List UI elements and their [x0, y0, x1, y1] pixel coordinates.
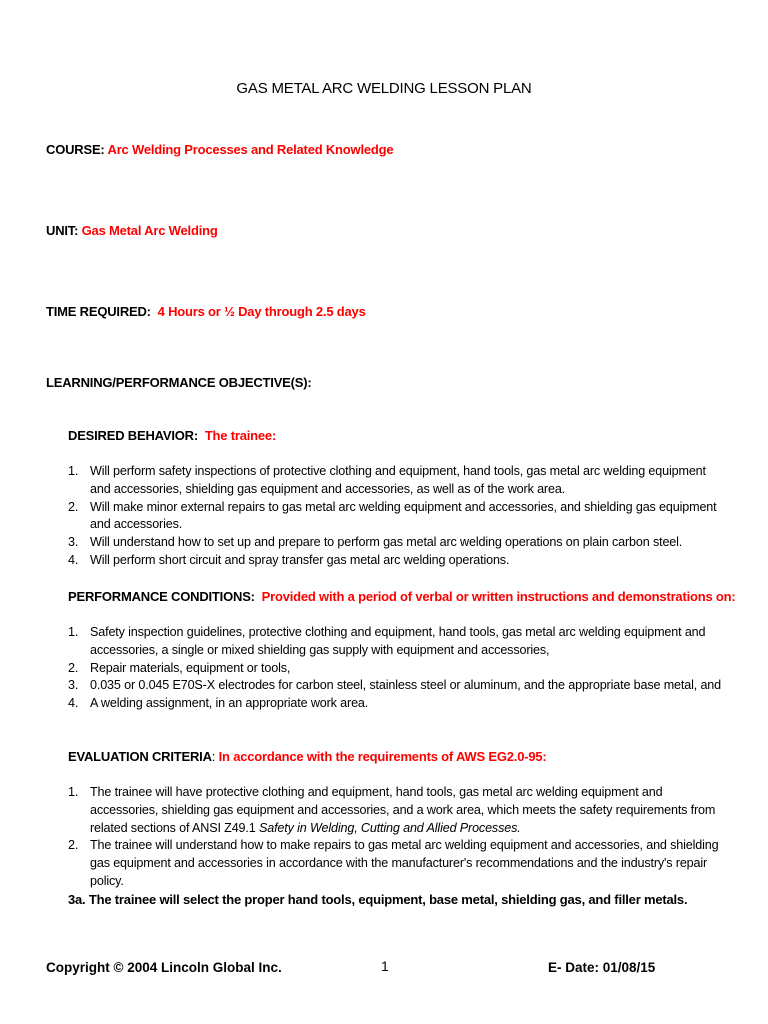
unit-value: Gas Metal Arc Welding: [81, 223, 218, 238]
list-item: 3. Will understand how to set up and prepare to perform gas metal arc welding operations on plain carbon steel.: [68, 535, 683, 550]
list-item: 2. The trainee will understand how to make repairs to gas metal arc welding equipment and accessories, and shielding gas equipment and accessories in accordance with the manufacturer's recommendations and the industry's repair policy.: [68, 838, 719, 888]
list-item: 4. Will perform short circuit and spray transfer gas metal arc welding operations.: [68, 552, 510, 567]
desired-behavior-list: [68, 463, 728, 570]
desired-behavior-label: DESIRED BEHAVIOR:: [68, 428, 198, 443]
evaluation-criteria-list: [68, 784, 728, 891]
performance-conditions-line: [68, 589, 736, 604]
evaluation-criteria-label: EVALUATION CRITERIA: [68, 749, 212, 764]
list-item: 1. Will perform safety inspections of protective clothing and equipment, hand tools, gas metal arc welding equipment and accessories, shielding gas equipment and accessories, as well as of the work area.: [68, 464, 706, 496]
time-value: 4 Hours or ½ Day through 2.5 days: [157, 304, 366, 319]
evaluation-criteria-line: EVALUATION CRITERIA: In accordance with the requirements of AWS EG2.0-95:: [68, 749, 547, 764]
course-label: COURSE:: [46, 142, 105, 157]
copyright-text: Copyright © 2004 Lincoln Global Inc.: [46, 960, 282, 975]
list-item: 2. Repair materials, equipment or tools,: [68, 660, 291, 675]
course-line: [46, 142, 393, 157]
list-item: 4. A welding assignment, in an appropriate work area.: [68, 696, 369, 711]
edate-text: E- Date: 01/08/15: [548, 960, 656, 975]
course-value: Arc Welding Processes and Related Knowledge: [107, 142, 394, 157]
evaluation-item-3a: 3a. The trainee will select the proper hand tools, equipment, base metal, shielding gas, and filler metals.: [68, 892, 688, 907]
desired-behavior-value: The trainee:: [204, 428, 277, 443]
list-item: 1. Safety inspection guidelines, protective clothing and equipment, hand tools, gas metal arc welding equipment and accessories, a single or mixed shielding gas supply with equipment and accessories,: [68, 625, 706, 657]
performance-conditions-label: PERFORMANCE CONDITIONS:: [68, 589, 255, 604]
time-label: TIME REQUIRED:: [46, 304, 151, 319]
performance-conditions-list: [68, 624, 728, 713]
objectives-heading: LEARNING/PERFORMANCE OBJECTIVE(S):: [46, 375, 312, 390]
list-item: 3. 0.035 or 0.045 E70S-X electrodes for carbon steel, stainless steel or aluminum, and the appropriate base metal, and: [68, 678, 722, 693]
page-title: GAS METAL ARC WELDING LESSON PLAN: [236, 80, 532, 97]
list-item: 2. Will make minor external repairs to gas metal arc welding equipment and accessories, and shielding gas equipment and accessories.: [68, 499, 717, 532]
time-line: [46, 304, 366, 319]
unit-label: UNIT:: [46, 223, 79, 238]
unit-line: [46, 223, 218, 238]
desired-behavior-line: [68, 428, 276, 443]
performance-conditions-value: Provided with a period of verbal or written instructions and demonstrations on:: [261, 589, 736, 604]
page-number: 1: [381, 958, 389, 974]
evaluation-criteria-value: In accordance with the requirements of AWS EG2.0-95:: [218, 749, 547, 764]
list-item: 1. The trainee will have protective clothing and equipment, hand tools, gas metal arc welding equipment and accessories, shielding gas equipment and accessories, and a work area, which meets the safety requirements from related sections of ANSI Z49.1 Safety in Welding, Cutting and Allied Processes.: [68, 785, 716, 835]
